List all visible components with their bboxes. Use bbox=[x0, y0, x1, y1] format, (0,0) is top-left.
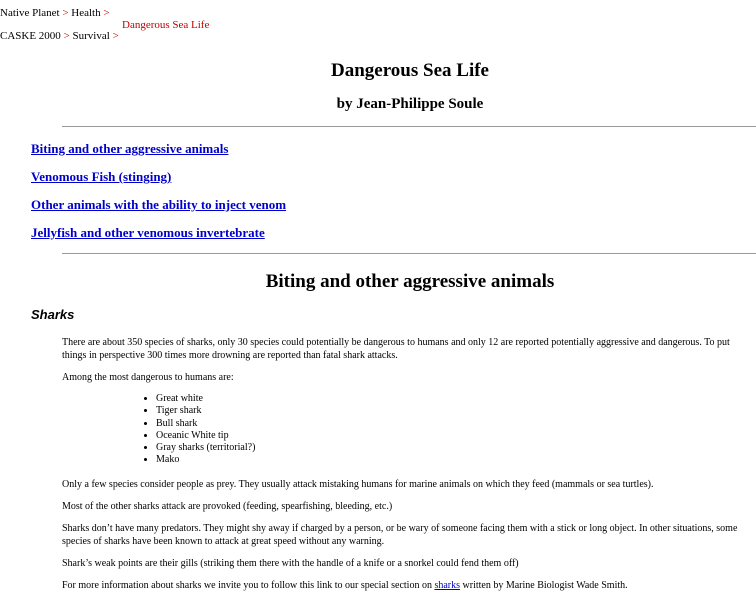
sharks-link[interactable]: sharks bbox=[434, 579, 461, 591]
paragraph-weak-points: Shark’s weak points are their gills (striking them there with the handle of a knife or a snorkel could fend them off) bbox=[62, 557, 519, 569]
toc-item bbox=[31, 224, 286, 252]
list-item: • Oceanic White tip bbox=[156, 430, 752, 442]
breadcrumb-separator: > bbox=[62, 7, 69, 19]
divider bbox=[62, 126, 756, 127]
paragraph-more-info bbox=[62, 579, 752, 592]
list-item: • Great white bbox=[156, 393, 752, 405]
toc-item bbox=[31, 140, 286, 168]
divider bbox=[62, 253, 756, 254]
breadcrumb-current: Dangerous Sea Life bbox=[122, 19, 210, 31]
more-info-text: For more information about sharks we invite you to follow this link to our special section on bbox=[62, 579, 435, 591]
page-title: Dangerous Sea Life bbox=[331, 60, 489, 81]
breadcrumb-separator: > bbox=[63, 30, 70, 42]
breadcrumb-survival[interactable]: Survival bbox=[72, 30, 110, 42]
breadcrumb-line-2 bbox=[0, 29, 119, 43]
breadcrumb-native-planet[interactable]: Native Planet bbox=[0, 7, 60, 19]
section-title: Biting and other aggressive animals bbox=[265, 271, 555, 292]
breadcrumb-line-1 bbox=[0, 6, 110, 20]
toc-link-other-venom[interactable]: Other animals with the ability to inject venom bbox=[31, 197, 287, 212]
paragraph-intro: There are about 350 species of sharks, only 30 species could potentially be dangerous to humans and only 12 are reported potentially aggressive and dangerous. To put things in perspective 300 times more drowning are reported than fatal shark attacks. bbox=[62, 337, 730, 361]
dangerous-species-list bbox=[62, 393, 752, 467]
toc-item bbox=[31, 196, 286, 224]
breadcrumb-separator: > bbox=[103, 7, 110, 19]
author-byline: by Jean-Philippe Soule bbox=[336, 96, 484, 112]
breadcrumb-health[interactable]: Health bbox=[71, 7, 101, 19]
toc-item bbox=[31, 168, 286, 196]
paragraph-provoked: Most of the other sharks attack are provoked (feeding, spearfishing, bleeding, etc.) bbox=[62, 500, 393, 512]
list-item: • Bull shark bbox=[156, 418, 752, 430]
sharks-content bbox=[62, 336, 752, 601]
breadcrumb-caske-2000[interactable]: CASKE 2000 bbox=[0, 30, 61, 42]
more-info-text-end: written by Marine Biologist Wade Smith. bbox=[460, 579, 628, 591]
paragraph-predators: Sharks don’t have many predators. They might shy away if charged by a person, or be wary of someone facing them with a stick or long object. In other situations, some species of sharks have been known to attack at great speed without any warning. bbox=[62, 522, 738, 547]
subheading-sharks: Sharks bbox=[31, 307, 75, 322]
paragraph-prey: Only a few species consider people as prey. They usually attack mistaking humans for marine animals on which they feed (mammals or sea turtles). bbox=[62, 478, 654, 490]
breadcrumb-separator: > bbox=[112, 30, 119, 42]
paragraph-list-intro: Among the most dangerous to humans are: bbox=[62, 372, 234, 383]
list-item: • Tiger shark bbox=[156, 405, 752, 417]
toc-link-biting[interactable]: Biting and other aggressive animals bbox=[31, 141, 229, 156]
list-item: • Mako bbox=[156, 454, 752, 466]
table-of-contents bbox=[31, 140, 286, 252]
toc-link-venomous-fish[interactable]: Venomous Fish (stinging) bbox=[31, 169, 172, 184]
toc-link-jellyfish[interactable]: Jellyfish and other venomous invertebrate bbox=[31, 225, 265, 240]
list-item: • Gray sharks (territorial?) bbox=[156, 442, 752, 454]
